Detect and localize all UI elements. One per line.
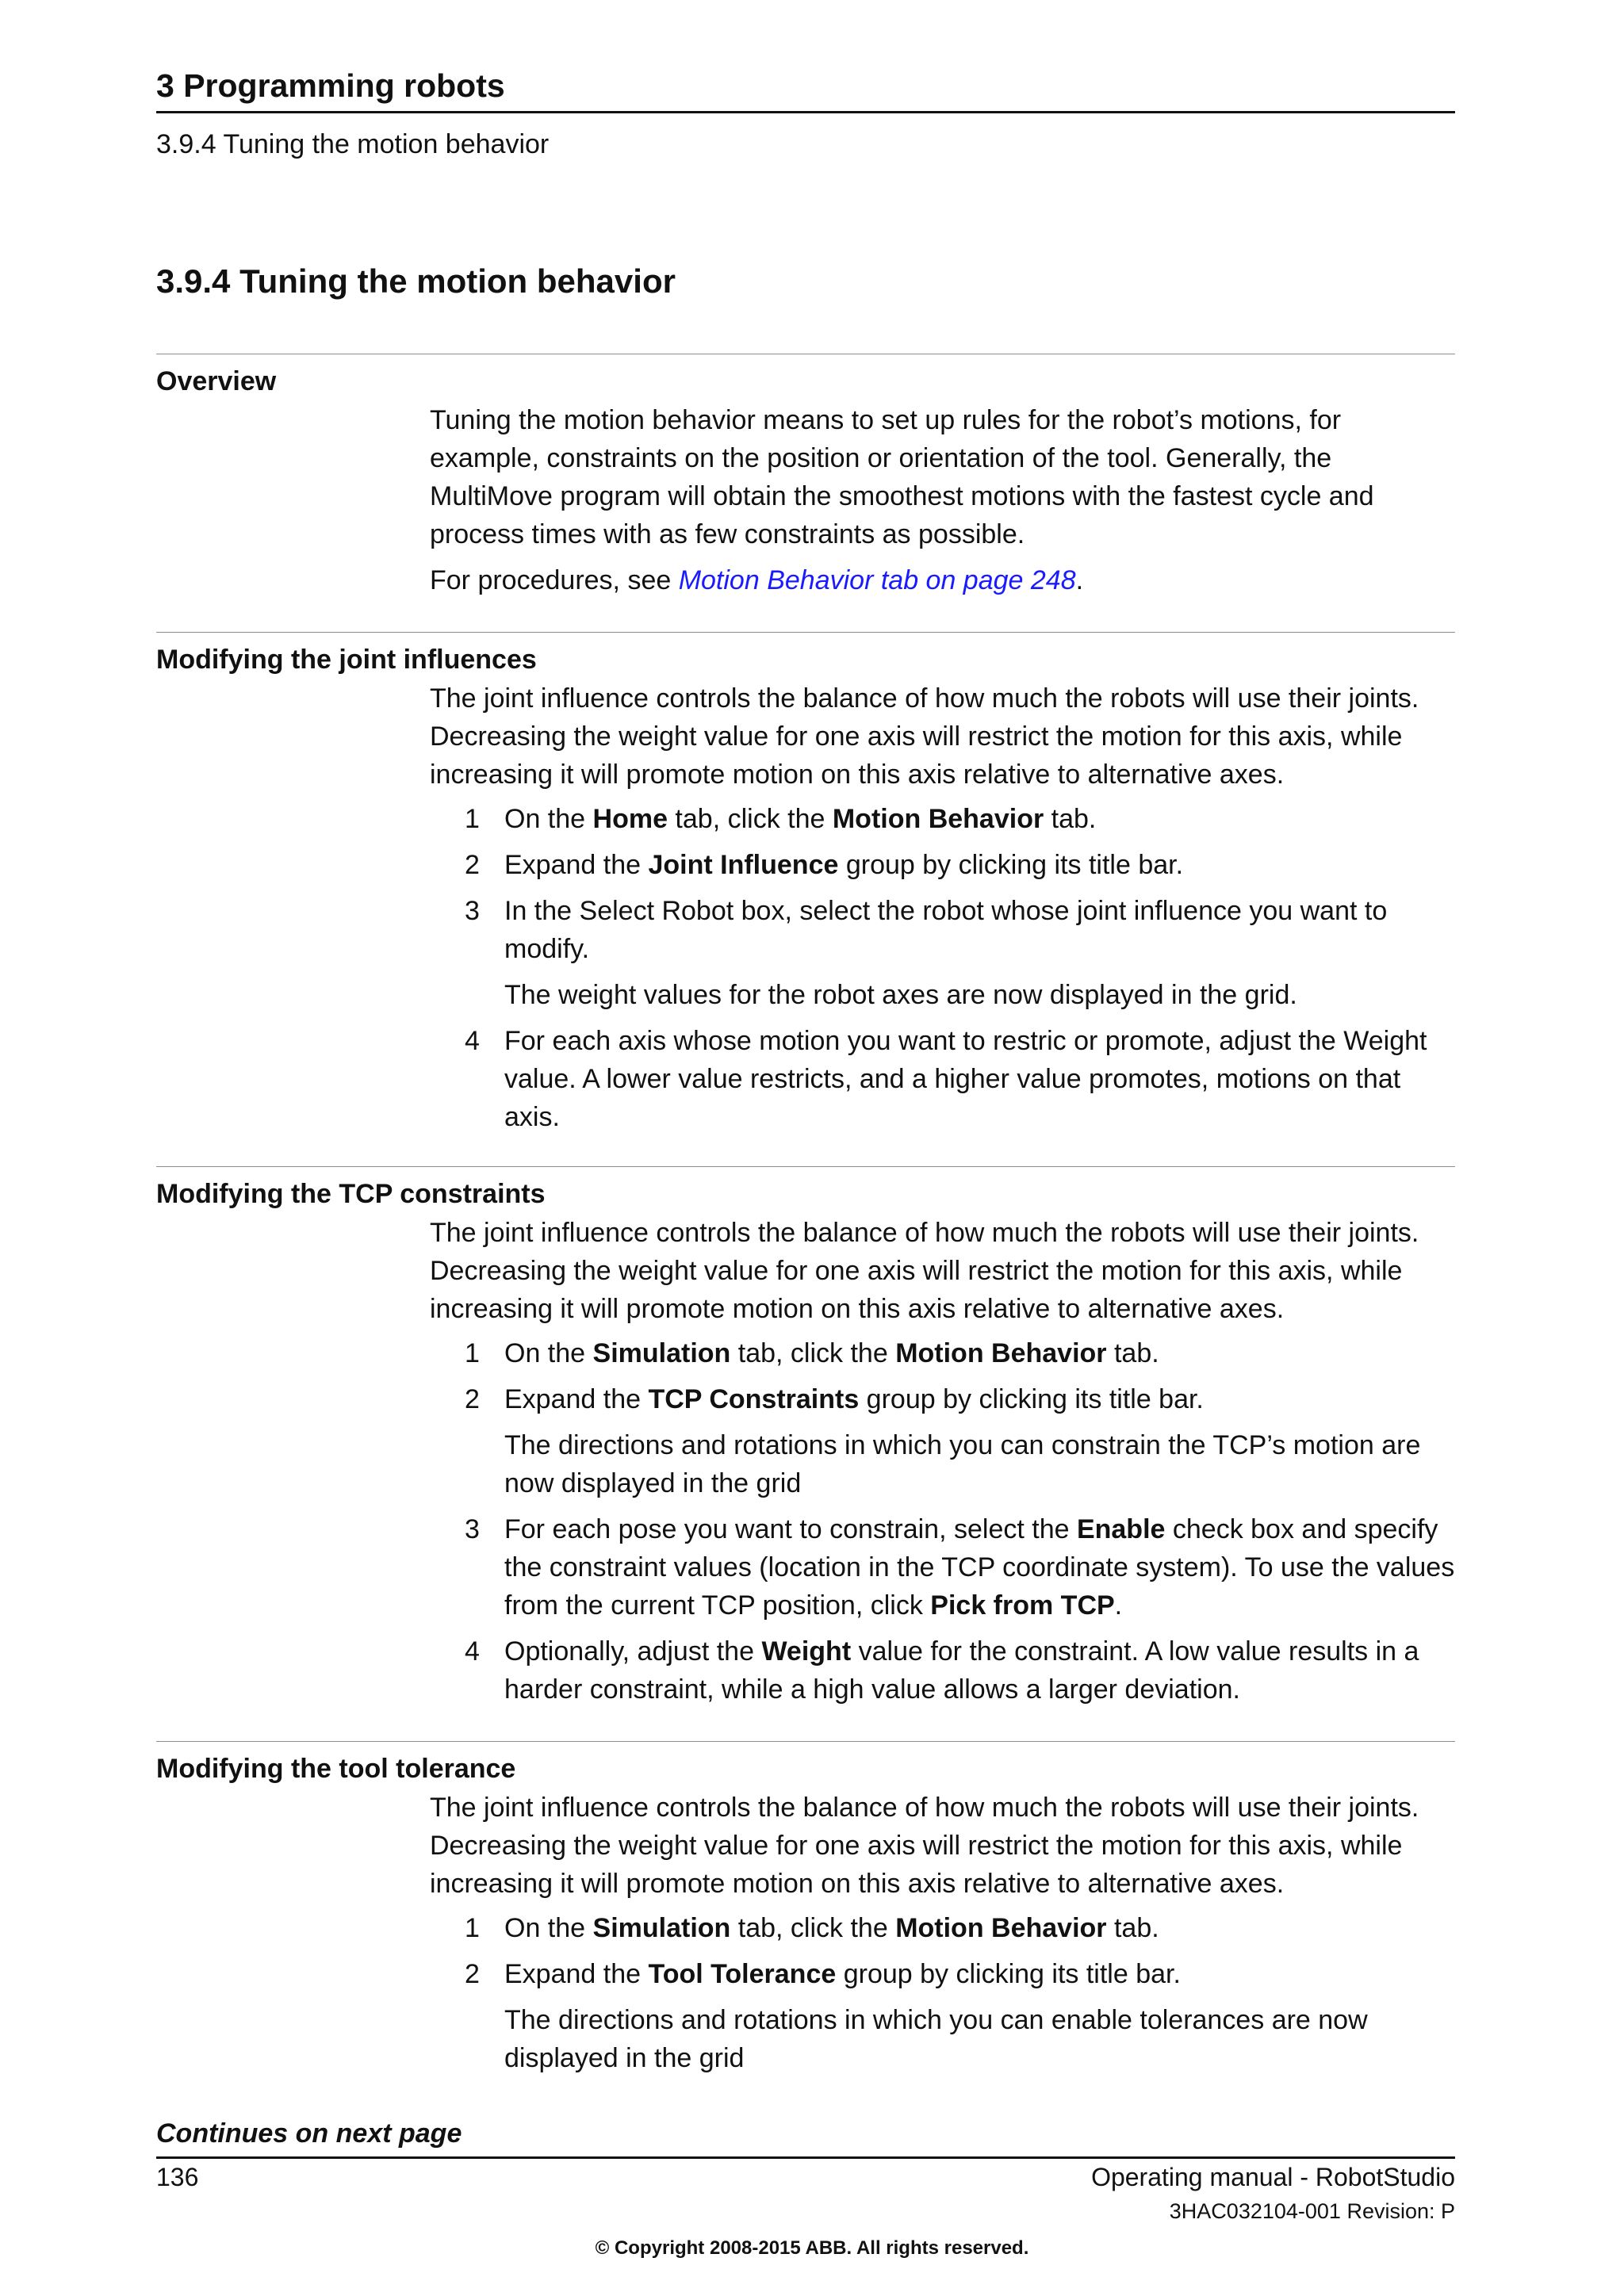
step-text: value for the constraint. A low value results in a harder constraint, while a high value allows a larger deviation. [504, 1636, 1419, 1705]
footer-rule [156, 2156, 1455, 2159]
step-text: For each pose you want to constrain, select the [504, 1514, 1077, 1545]
step-text: tab, click the [667, 804, 833, 835]
section-divider [156, 1741, 1455, 1742]
section-title: 3.9.4 Tuning the motion behavior [156, 262, 676, 300]
joint-influences-steps [430, 800, 1455, 1136]
tcp-constraints-steps [430, 1334, 1455, 1709]
step-text: On the [504, 804, 593, 835]
step-text: tab. [1106, 1338, 1159, 1369]
step-text: group by clicking its title bar. [836, 1959, 1181, 1990]
continues-on-next-page: Continues on next page [156, 2118, 462, 2149]
step-number: 2 [465, 1384, 480, 1415]
weight-label: Weight [761, 1636, 852, 1667]
joint-influences-section [156, 632, 1455, 1144]
manual-title: Operating manual - RobotStudio [1091, 2163, 1455, 2191]
section-divider [156, 632, 1455, 633]
step-number: 3 [465, 1514, 480, 1545]
step-text: group by clicking its title bar. [859, 1384, 1204, 1415]
step-text: tab, click the [730, 1338, 896, 1369]
tcp-constraints-intro: The joint influence controls the balance of how much the robots will use their joints. Decreasing the weight value for one axis will restrict the motion for this axis, while increasing it will promote motion on this axis relative to alternative axes. [430, 1218, 1419, 1325]
tool-tolerance-body [430, 1789, 1455, 2077]
step-number: 3 [465, 896, 480, 927]
tool-tolerance-section [156, 1741, 1455, 2085]
list-item [430, 1334, 1455, 1372]
tcp-constraints-section [156, 1166, 1455, 1716]
motion-behavior-tab-label: Motion Behavior [895, 1338, 1107, 1369]
joint-influences-heading: Modifying the joint influences [156, 645, 537, 675]
enable-checkbox-label: Enable [1076, 1514, 1166, 1545]
tool-tolerance-group-label: Tool Tolerance [648, 1959, 837, 1990]
tcp-constraints-group-label: TCP Constraints [648, 1384, 860, 1415]
overview-procedures-paragraph [430, 561, 1455, 599]
step-number: 2 [465, 850, 480, 881]
step-number: 2 [465, 1959, 480, 1990]
tcp-constraints-body [430, 1214, 1455, 1709]
simulation-tab-label: Simulation [592, 1338, 731, 1369]
step-text: On the [504, 1338, 593, 1369]
step-number: 4 [465, 1026, 480, 1057]
step-text: . [1114, 1590, 1123, 1621]
step-text: tab. [1106, 1913, 1159, 1944]
list-item [430, 1909, 1455, 1947]
list-item [430, 846, 1455, 884]
step-text: tab, click the [730, 1913, 896, 1944]
tool-tolerance-heading: Modifying the tool tolerance [156, 1754, 516, 1784]
procedures-prefix: For procedures, see [430, 565, 679, 596]
step-text: Expand the [504, 1384, 649, 1415]
overview-body [430, 401, 1455, 599]
pick-from-tcp-label: Pick from TCP [930, 1590, 1115, 1621]
list-item [430, 1022, 1455, 1136]
step-text: Expand the [504, 1959, 649, 1990]
step-number: 1 [465, 804, 480, 835]
step-text: For each axis whose motion you want to restric or promote, adjust the Weight value. A lower value restricts, and a higher value promotes, motions on that axis. [504, 1026, 1427, 1133]
list-item [430, 1955, 1455, 2077]
step-note: The directions and rotations in which you can constrain the TCP’s motion are now displayed in the grid [504, 1430, 1421, 1499]
joint-influences-intro: The joint influence controls the balance of how much the robots will use their joints. Decreasing the weight value for one axis will restrict the motion for this axis, while increasing it will promote motion on this axis relative to alternative axes. [430, 683, 1419, 790]
step-note: The directions and rotations in which you can enable tolerances are now displayed in the grid [504, 2005, 1368, 2074]
step-text: Expand the [504, 850, 649, 881]
step-text: Optionally, adjust the [504, 1636, 762, 1667]
section-divider [156, 1166, 1455, 1167]
document-id: 3HAC032104-001 Revision: P [1169, 2199, 1455, 2223]
tcp-constraints-heading: Modifying the TCP constraints [156, 1179, 546, 1209]
running-header-chapter: 3 Programming robots [156, 67, 505, 104]
motion-behavior-tab-label: Motion Behavior [895, 1913, 1107, 1944]
step-number: 1 [465, 1913, 480, 1944]
list-item [430, 892, 1455, 1014]
list-item [430, 1510, 1455, 1624]
home-tab-label: Home [592, 804, 668, 835]
step-text: In the Select Robot box, select the robot whose joint influence you want to modify. [504, 896, 1388, 965]
header-rule [156, 111, 1455, 113]
overview-section [156, 354, 1455, 599]
list-item [430, 800, 1455, 838]
copyright: © Copyright 2008-2015 ABB. All rights reserved. [595, 2237, 1029, 2259]
overview-paragraph: Tuning the motion behavior means to set up rules for the robot’s motions, for example, constraints on the position or orientation of the tool. Generally, the MultiMove program will obtain the smoothest motions with the fastest cycle and process times with as few constraints as possible. [430, 405, 1374, 550]
simulation-tab-label: Simulation [592, 1913, 731, 1944]
overview-heading: Overview [156, 366, 277, 396]
step-number: 4 [465, 1636, 480, 1667]
step-text: tab. [1044, 804, 1097, 835]
step-text: On the [504, 1913, 593, 1944]
motion-behavior-tab-label: Motion Behavior [832, 804, 1044, 835]
step-number: 1 [465, 1338, 480, 1369]
list-item [430, 1380, 1455, 1502]
step-note: The weight values for the robot axes are now displayed in the grid. [504, 980, 1297, 1011]
motion-behavior-tab-link[interactable]: Motion Behavior tab on page 248 [678, 565, 1076, 596]
procedures-suffix: . [1075, 565, 1084, 596]
tool-tolerance-steps [430, 1909, 1455, 2077]
list-item [430, 1632, 1455, 1709]
page-number: 136 [156, 2163, 199, 2191]
joint-influence-group-label: Joint Influence [648, 850, 839, 881]
step-text: group by clicking its title bar. [838, 850, 1184, 881]
step-text: check box and specify the constraint values (location in the TCP coordinate system). To use the values from the current TCP position, click [504, 1514, 1455, 1621]
tool-tolerance-intro: The joint influence controls the balance of how much the robots will use their joints. Decreasing the weight value for one axis will restrict the motion for this axis, while increasing it will promote motion on this axis relative to alternative axes. [430, 1793, 1419, 1900]
running-header-section: 3.9.4 Tuning the motion behavior [156, 129, 550, 159]
joint-influences-body [430, 679, 1455, 1136]
